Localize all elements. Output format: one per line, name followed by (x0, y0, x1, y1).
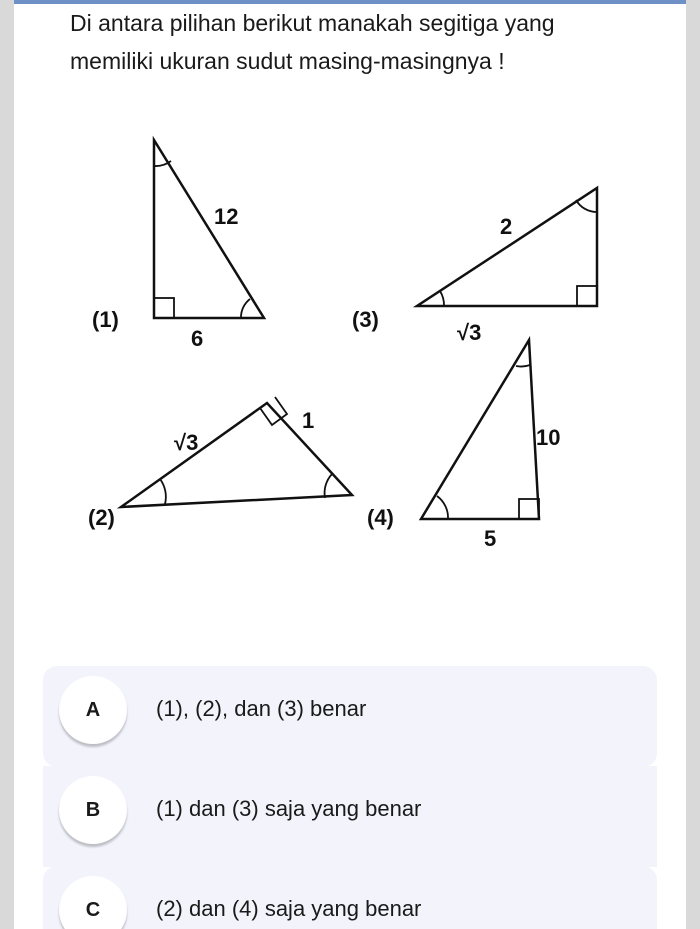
triangle-1-number: (1) (92, 307, 119, 332)
triangle-2-side-a-label: √3 (174, 430, 199, 455)
option-b-label: (1) dan (3) saja yang benar (156, 796, 422, 821)
question-card (14, 0, 686, 929)
triangle-2-side-b-label: 1 (302, 408, 315, 433)
option-a-letter: A (59, 676, 127, 744)
triangle-3-number: (3) (352, 307, 379, 332)
triangle-3 (352, 188, 597, 345)
triangle-2 (88, 397, 352, 530)
triangle-4 (367, 340, 560, 551)
option-c[interactable] (43, 866, 657, 929)
option-b[interactable] (43, 766, 657, 867)
option-a[interactable] (43, 666, 657, 767)
question-text: Di antara pilihan berikut manakah segitiga yang memiliki ukuran sudut masing-masingnya ! (70, 10, 555, 74)
option-a-label: (1), (2), dan (3) benar (156, 696, 367, 721)
triangle-1-hyp-label: 12 (214, 204, 239, 229)
option-b-letter: B (59, 776, 127, 844)
option-c-label: (2) dan (4) saja yang benar (156, 896, 422, 921)
triangles-figure (14, 0, 686, 600)
option-c-letter: C (59, 876, 127, 929)
triangle-4-side-label: 10 (536, 425, 561, 450)
triangle-4-number: (4) (367, 505, 394, 530)
triangle-3-hyp-label: 2 (500, 214, 513, 239)
triangle-2-number: (2) (88, 505, 115, 530)
triangle-3-base-label: √3 (457, 320, 482, 345)
triangle-1 (92, 140, 264, 351)
triangle-4-base-label: 5 (484, 526, 497, 551)
triangle-1-base-label: 6 (191, 326, 204, 351)
